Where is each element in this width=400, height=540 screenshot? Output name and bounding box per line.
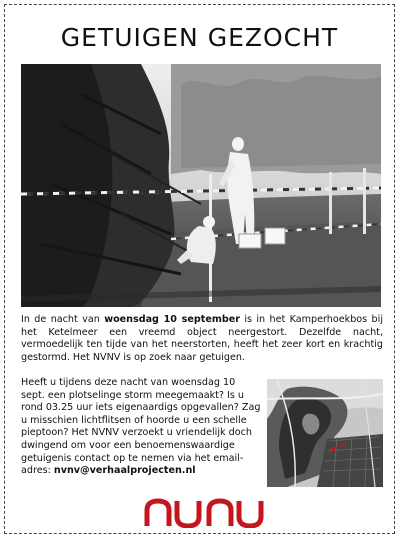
crime-scene-photo: [21, 64, 381, 307]
flyer: [4, 4, 395, 534]
intro-after: is in het Kamperhoekbos bij het Ketelmeer een vreemd object neergestort. Dezelfde nacht, vermoedelijk ten tijde van het neerstorten, heeft het zeer kort en krachtig gestormd. Het NVNV is op zoek naar getuigen.: [21, 314, 383, 363]
aerial-map: [267, 379, 383, 487]
witness-call-text: Heeft u tijdens deze nacht van woensdag 10 sept. een plotselinge storm meegemaakt? Is u rond 03.25 uur iets eigenaardigs opgevallen? Zag u misschien lichtflitsen of hoorde u een schelle pieptoon? Het NVNV verzoekt u vriendelijk doch dwingend om voor een benoemenswaardige getuigenis contact op te nemen via het email-adres:: [21, 377, 261, 477]
page-title: GETUIGEN GEZOCHT: [60, 23, 339, 52]
contact-email[interactable]: nvnv@verhaalprojecten.nl: [53, 465, 196, 477]
intro-paragraph: [21, 314, 383, 364]
nvnv-logo: [143, 498, 267, 528]
witness-call-paragraph: [21, 377, 261, 478]
intro-before: In de nacht van: [21, 314, 105, 325]
date-highlight: woensdag 10 september: [104, 314, 240, 325]
